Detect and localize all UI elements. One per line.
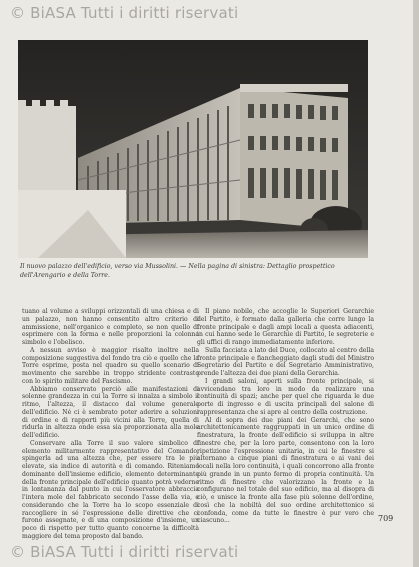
building-photo-illustration [18,40,368,258]
paragraph: A nessun avviso è maggior risalto inoltre nella composizione suggestiva del fondo tra ciò e quello che la Torre esprime, posta nel quadro su quello scenario di movimento che sarebbe in troppo stridente contrasto con lo spirito militare del Fascismo. [22,346,199,385]
photo-caption: Il nuovo palazzo dell'edificio, verso via Mussolini. — Nella pagina di sinistra: Dettaglio prospettico dell'Arengario e della Torre. [20,263,335,279]
paragraph: Il piano nobile, che accoglie le Superiori Gerarchie del Partito, è formato dalla galleria che corre lungo la fronte principale e dagli ampi locali a questa adiacenti, in cui hanno sede le Gerarchie di Partito, le segreterie e gli uffici di rango immediatamente inferiore. [197,308,374,346]
building-photograph [18,40,368,258]
paragraph: Abbiamo conservato perciò alle manifestazioni di solenne grandezza in cui la Torre si innalza a simbolo il ritmo, l'altezza, il distacco dal volume generale dell'edificio. Né ci è sembrato poter aderire a soluzioni di ordine e di rapporti più vicini alla Torre, quella di ridurla in altezza onde essa sia proporzionata alla mole dell'edificio. [22,385,199,439]
paragraph: I grandi saloni, aperti sulla fronte principale, si avvicendano tra loro in modo da realizzare una continuità di spazi; anche per quel che riguarda le due porte di ingresso e di uscita principali del salone di rappresentanza che si apre al centro della costruzione. [197,377,374,416]
paragraph: Sulla facciata a lato del Duce, collocato al centro della fronte principale e fiancheggiato dagli studi del Ministro Segretario del Partito e del Segretario Amministrativo, prende l'altezza dei due piani della Gerarchia. [197,346,374,377]
text-column-right [197,308,374,525]
paragraph: Al di sopra dei due piani dei Gerarchi, che sono architettonicamente raggruppati in un unico ordine di finestratura, la fronte dell'edificio si sviluppa in altre finestre che, per la loro parte, consentono con la loro ripetizione l'espressione unitaria, in cui le finestre si alternano a cinque piani di finestratura e ai vani dei locali nella loro continuità, i quali concorrono alla fronte più grande in un punto fermo di propria continuità. Un ritmo di finestre che valorizzano la fronte e la configurano nel totale del suo edificio, ma al disopra di ciò, e unisce la fronte alla fase più solenne dell'ordine, così che la nobiltà del suo ordine architettonico si confonda, come da tutte le finestre è pur vero che ciascuno... [197,416,374,525]
page-number: 709 [378,514,394,523]
paragraph: tuano al volume a sviluppi orizzontali di una chiesa e di un palazzo, non hanno consentito altro criterio di ammissione, nell'organico e completo, se non quello di esprimere con la forma e nelle proporzioni la colonna simbolo e l'obelisco. [22,308,199,346]
watermark-top: © BiASA Tutti i diritti riservati [10,4,239,22]
text-column-left [22,308,199,541]
page-edge [413,0,419,567]
watermark-bottom: © BiASA Tutti i diritti riservati [10,543,239,561]
paragraph: Conservare alla Torre il suo valore simbolico di elemento militarmente rappresentativo del Comando, spingerla ad una altezza che, per essere tra le più elevate, sia indice di autorità e di comando. Riteniamo dominante dell'insieme edificio, elemento determinante della fronte principale dell'edificio quanto potrà vederne in lontananza dal punto in cui l'osservatore abbraccia l'intera mole del fabbricato secondo l'asse della via, e considerando che la Torre ha lo scopo essenziale di raccogliere in sé l'espressione delle direttive che ci furono assegnate, e di una composizione d'insieme, un poco di rispetto per tutto quanto concerne la difficoltà maggiore del tema proposto dal bando. [22,439,199,540]
